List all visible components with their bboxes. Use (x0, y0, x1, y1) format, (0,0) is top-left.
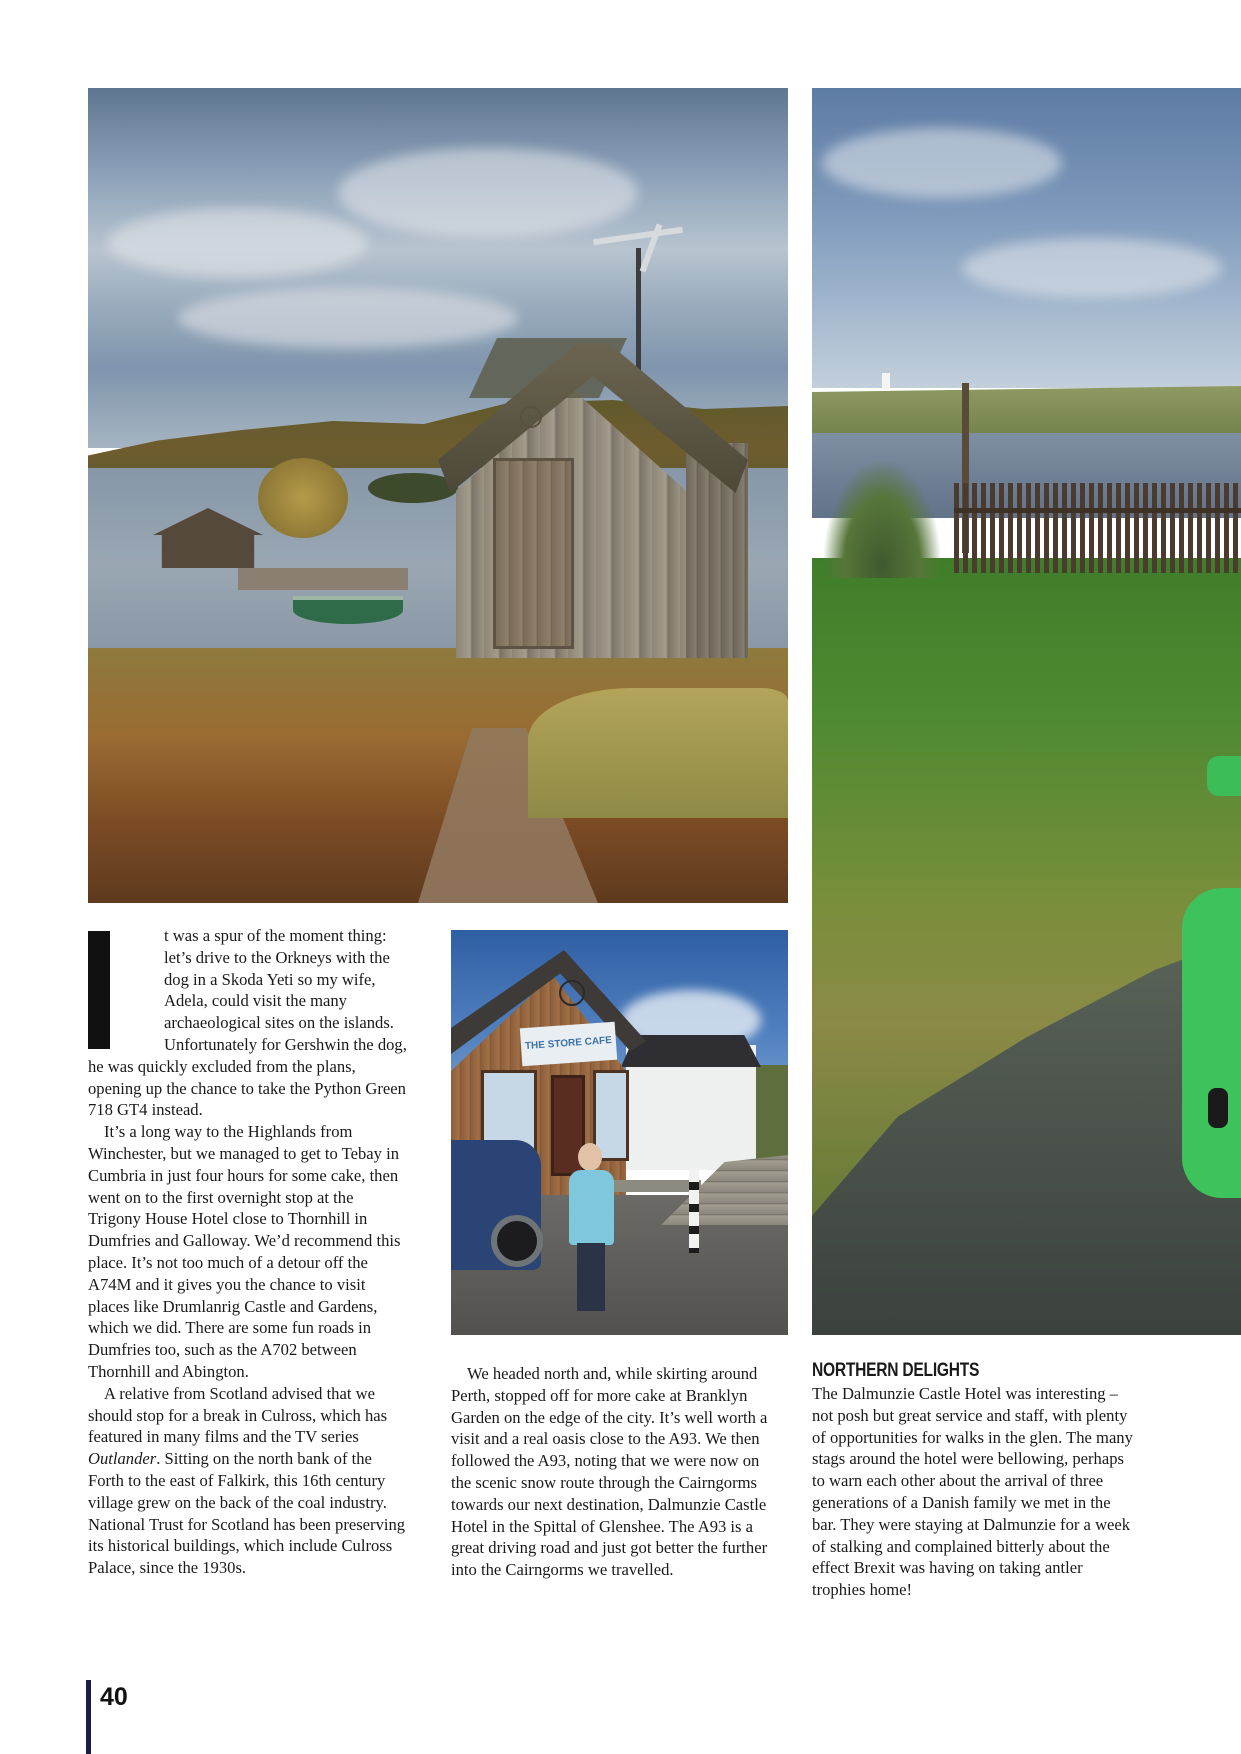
photo-store-cafe (451, 930, 788, 1335)
paragraph: We headed north and, while skirting around Perth, stopped off for more cake at Branklyn Garden on the edge of the city. It’s well worth a visit and a real oasis close to the A93. We then followed the A93, noting that we were now on the scenic snow route through the Cairngorms towards our next destination, Dalmunzie Castle Hotel in the Spittal of Glenshee. The A93 is a great driving road and just got better the further into the Cairngorms we travelled. (451, 1364, 768, 1580)
article-column-2 (451, 1363, 776, 1581)
cloud (822, 128, 1062, 198)
picnic-bench (611, 1180, 701, 1192)
article-column-3 (812, 1360, 1134, 1601)
fence-rail (954, 508, 1241, 513)
autumn-tree (258, 458, 348, 538)
jetty (238, 568, 408, 590)
drop-cap (88, 931, 116, 1049)
grass-tuft (528, 688, 788, 818)
photo-green-car-field (812, 88, 1241, 1335)
paragraph: The Dalmunzie Castle Hotel was interesting – not posh but great service and staff, with plenty of opportunities for walks in the glen. The many stags around the hotel were bellowing, perhaps to warn each other about the arrival of three generations of a Danish family we met in the bar. They were staying at Dalmunzie for a week of stalking and complained bitterly about the effect Brexit was having on taking antler trophies home! (812, 1384, 1133, 1600)
cloud (108, 208, 368, 278)
headland (812, 386, 1241, 436)
woman-legs (577, 1243, 605, 1311)
hut-moon-carving (520, 406, 542, 428)
car-rear-wing (1207, 756, 1241, 796)
road-marker-post (689, 1168, 699, 1253)
italic-title: Outlander (88, 1449, 157, 1469)
paragraph: t was a spur of the moment thing: let’s drive to the Orkneys with the dog in a Skoda Yeti so my wife, Adela, could visit the many archaeological sites on the islands. Unfortunately for Gershwin the dog, he was quickly excluded from the plans, opening up the chance to take the Python Green 718 GT4 instead. (88, 926, 407, 1120)
folio-bar (86, 1680, 91, 1754)
clock-icon (559, 980, 585, 1006)
section-subhead: NORTHERN DELIGHTS (812, 1360, 980, 1381)
cloud (338, 148, 638, 238)
islet (368, 473, 458, 503)
cafe-sign: THE STORE CAFE (520, 1022, 617, 1067)
woman-head (578, 1143, 602, 1171)
green-sports-car (1182, 888, 1241, 1198)
photo-hut-by-loch (88, 88, 788, 903)
cloud (178, 288, 518, 348)
paragraph: It’s a long way to the Highlands from Winchester, but we managed to get to Tebay in Cumbria in just four hours for some cake, then went on to the first overnight stop at the Trigony House Hotel close to Thornhill in Dumfries and Galloway. We’d recommend this place. It’s not too much of a detour off the A74M and it gives you the chance to visit places like Drumlanrig Castle and Gardens, which we did. There are some fun roads in Dumfries too, such as the A702 between Thornhill and Abington. (88, 1122, 401, 1381)
picket-fence (954, 483, 1241, 573)
flax-plant (822, 458, 942, 578)
cloud (962, 238, 1222, 298)
hut-door (493, 458, 574, 649)
lighthouse (882, 373, 890, 389)
paragraph: A relative from Scotland advised that we should stop for a break in Culross, which has featured in many films and the TV series Outlander. Sitting on the north bank of the Forth to the east of Falkirk, this 16th century village grew on the back of the coal industry. National Trust for Scotland has been preserving its historical buildings, which include Culross Palace, since the 1930s. (88, 1383, 406, 1578)
article-column-1 (88, 925, 410, 1579)
green-rowing-boat (293, 596, 403, 624)
woman-in-blue-jacket (569, 1170, 614, 1245)
truck-wheel (491, 1215, 543, 1267)
car-exhaust (1208, 1088, 1228, 1128)
page-number: 40 (100, 1683, 128, 1711)
